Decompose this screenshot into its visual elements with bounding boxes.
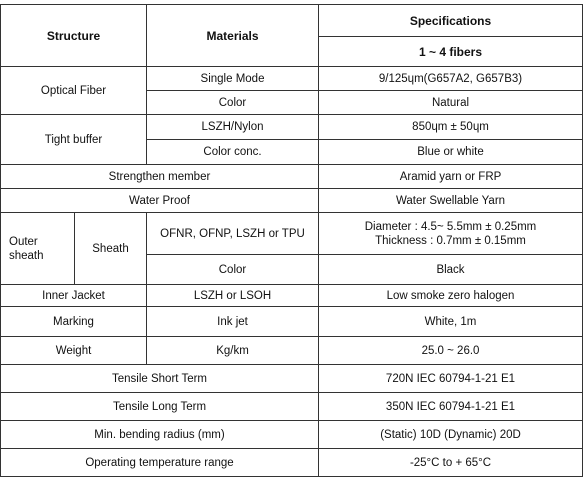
table-row xyxy=(1,285,583,307)
sheath-spec xyxy=(319,213,583,255)
marking-spec: White, 1m xyxy=(319,307,583,337)
weight-label: Weight xyxy=(1,337,147,365)
marking-material: Ink jet xyxy=(147,307,319,337)
color-conc-spec: Blue or white xyxy=(319,140,583,165)
table-row xyxy=(1,449,583,477)
single-mode-material: Single Mode xyxy=(147,67,319,91)
outer-sheath-line2: sheath xyxy=(9,249,44,262)
sheath-material: OFNR, OFNP, LSZH or TPU xyxy=(147,213,319,255)
materials-header: Materials xyxy=(147,5,319,67)
outer-sheath-line1: Outer xyxy=(9,235,38,248)
outer-sheath-label xyxy=(1,213,75,285)
weight-material: Kg/km xyxy=(147,337,319,365)
water-proof-spec: Water Swellable Yarn xyxy=(319,189,583,213)
bending-radius-spec: (Static) 10D (Dynamic) 20D xyxy=(319,421,583,449)
sheath-color-material: Color xyxy=(147,255,319,285)
sheath-color-spec: Black xyxy=(319,255,583,285)
tensile-long-label: Tensile Long Term xyxy=(1,393,319,421)
fiber-color-material: Color xyxy=(147,91,319,115)
cable-spec-table xyxy=(0,4,583,477)
table-row xyxy=(1,421,583,449)
sheath-label: Sheath xyxy=(75,213,147,285)
table-row xyxy=(1,189,583,213)
water-proof-label: Water Proof xyxy=(1,189,319,213)
strengthen-member-spec: Aramid yarn or FRP xyxy=(319,165,583,189)
table-row xyxy=(1,213,583,255)
bending-radius-label: Min. bending radius (mm) xyxy=(1,421,319,449)
table-row xyxy=(1,337,583,365)
header-row xyxy=(1,5,583,37)
sheath-diameter: Diameter : 4.5~ 5.5mm ± 0.25mm xyxy=(364,220,537,233)
fiber-count: 1 ~ 4 fibers xyxy=(319,37,583,67)
inner-jacket-label: Inner Jacket xyxy=(1,285,147,307)
table-row xyxy=(1,393,583,421)
table-row xyxy=(1,307,583,337)
tight-buffer-label: Tight buffer xyxy=(1,115,147,165)
fiber-color-spec: Natural xyxy=(319,91,583,115)
color-conc-material: Color conc. xyxy=(147,140,319,165)
operating-temp-spec: -25°C to + 65°C xyxy=(319,449,583,477)
inner-jacket-material: LSZH or LSOH xyxy=(147,285,319,307)
tensile-short-spec: 720N IEC 60794-1-21 E1 xyxy=(319,365,583,393)
table-row xyxy=(1,115,583,140)
tensile-long-spec: 350N IEC 60794-1-21 E1 xyxy=(319,393,583,421)
tensile-short-label: Tensile Short Term xyxy=(1,365,319,393)
weight-spec: 25.0 ~ 26.0 xyxy=(319,337,583,365)
structure-header: Structure xyxy=(1,5,147,67)
operating-temp-label: Operating temperature range xyxy=(1,449,319,477)
table-row xyxy=(1,365,583,393)
sheath-thickness: Thickness : 0.7mm ± 0.15mm xyxy=(375,234,526,247)
specifications-header: Specifications xyxy=(319,5,583,37)
marking-label: Marking xyxy=(1,307,147,337)
inner-jacket-spec: Low smoke zero halogen xyxy=(319,285,583,307)
optical-fiber-label: Optical Fiber xyxy=(1,67,147,115)
table-row xyxy=(1,67,583,91)
tight-buffer-spec: 850ɥm ± 50ɥm xyxy=(319,115,583,140)
single-mode-spec: 9/125ɥm(G657A2, G657B3) xyxy=(319,67,583,91)
tight-buffer-material: LSZH/Nylon xyxy=(147,115,319,140)
table-row xyxy=(1,165,583,189)
strengthen-member-label: Strengthen member xyxy=(1,165,319,189)
